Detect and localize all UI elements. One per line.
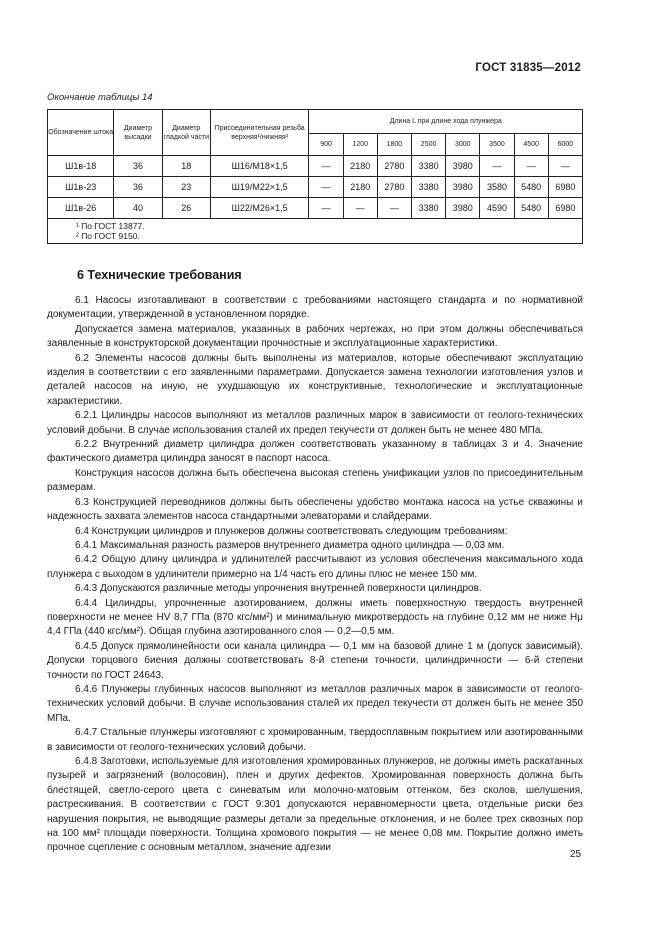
table-cell: Ш1в-26 — [48, 198, 114, 219]
header-thread: Присоединительная резьба верхняя¹/нижняя² — [210, 110, 309, 156]
table-cell: Ш1в-18 — [48, 156, 114, 177]
table-cell: — — [514, 156, 548, 177]
table-cell: — — [343, 198, 377, 219]
paragraph: 6.2.2 Внутренний диаметр цилиндра должен соответствовать указанному в таблицах 3 и 4. Значение фактического диаметра цилиндра заносят в паспорт насоса. — [47, 439, 583, 465]
paragraph: 6.4.5 Допуск прямолинейности оси канала цилиндра — 0,1 мм на базовой длине 1 м (допуск зависимый). Допуски торцового биения должны соответствовать 8-й степени точности, цилиндричности — 6-й степени точности по ГОСТ 24643. — [47, 640, 583, 681]
table-cell: 2180 — [343, 177, 377, 198]
header-stroke: 4500 — [514, 134, 548, 156]
paragraph: 6.2.1 Цилиндры насосов выполняют из металлов различных марок в зависимости от геолого-технических условий добычи. В случае использования сталей их предел текучести σт должен быть не менее 480 МПа. — [47, 410, 583, 436]
footnote: ¹ По ГОСТ 13877. — [76, 221, 145, 231]
table-cell: 3380 — [412, 177, 446, 198]
header-stroke: 6000 — [548, 134, 582, 156]
standard-designation: ГОСТ 31835—2012 — [475, 62, 581, 74]
page-number: 25 — [570, 849, 582, 860]
table-cell: — — [548, 156, 582, 177]
header-stroke: 3000 — [446, 134, 480, 156]
table-row — [48, 198, 583, 219]
paragraph: 6.4.2 Общую длину цилиндра и удлинителей рассчитывают из условия обеспечения максимального хода плунжера с выходом в удлинители примерно на 1/4 часть его длины плюс не менее 150 мм. — [47, 554, 583, 580]
table-cell: Ш22/М26×1,5 — [210, 198, 309, 219]
table-cell: 36 — [114, 156, 162, 177]
header-length-group: Длина L при длине хода плунжера — [309, 110, 583, 134]
paragraph: Конструкция насосов должна быть обеспечена высокая степень унификации узлов по присоединительным размерам. — [47, 467, 583, 494]
header-stroke: 900 — [309, 134, 343, 156]
rod-dimensions-table — [47, 109, 583, 244]
table-cell: 40 — [114, 198, 162, 219]
table-cell: 2780 — [377, 156, 411, 177]
header-stroke: 1800 — [377, 134, 411, 156]
table-row — [48, 156, 583, 177]
table-cell: 3980 — [446, 177, 480, 198]
header-stroke: 3500 — [480, 134, 514, 156]
paragraph: 6.4.7 Стальные плунжеры изготовляют с хромированным, твердосплавным покрытием или азотированными в зависимости от геолого-технических условий добычи. — [47, 727, 583, 753]
header-stroke: 2500 — [412, 134, 446, 156]
table-cell: 2180 — [343, 156, 377, 177]
table-cell: — — [309, 198, 343, 219]
table-cell: 18 — [162, 156, 210, 177]
table-cell: 26 — [162, 198, 210, 219]
table-cell: 2780 — [377, 177, 411, 198]
paragraph: 6.3 Конструкцией переводников должны быть обеспечены удобство монтажа насоса на устье скважины и надежность захвата элементов насоса стандартными элеваторами и слайдерами. — [47, 496, 583, 523]
table-cell: 3380 — [412, 198, 446, 219]
table-cell: — — [377, 198, 411, 219]
table-cell: 23 — [162, 177, 210, 198]
section-heading: 6 Технические требования — [77, 268, 242, 282]
table-cell: 6980 — [548, 177, 582, 198]
table-caption: Окончание таблицы 14 — [47, 92, 153, 103]
table-cell: — — [309, 177, 343, 198]
table-cell: 6980 — [548, 198, 582, 219]
table-cell: 5480 — [514, 177, 548, 198]
header-stroke: 1200 — [343, 134, 377, 156]
paragraph: 6.4.6 Плунжеры глубинных насосов выполняют из металлов различных марок в зависимости от геолого-технических условий добычи. В случае использования сталей их предел текучести σт должен быть не менее 350 МПа. — [47, 683, 583, 724]
paragraph: 6.4.8 Заготовки, используемые для изготовления хромированных плунжеров, не должны иметь раскатанных пузырей и загрязнений (волосовин), плен и других дефектов. Хромированная поверхность должна быть блестящей, светло-серого цвета с синеватым или молочно-матовым оттенком, без сколов, шелушения, растрескивания. В соответствии с ГОСТ 9.301 допускаются неравномерности цвета, отдельные риски без нарушения покрытия, не выводящие размеры детали за предельные отклонения, и не более трех сквозных пор на 100 мм² площади поверхности. Толщина хромового покрытия — не менее 0,08 мм. Покрытие должно иметь прочное сцепление с основным металлом, значение адгезии — [47, 756, 583, 854]
table-cell: — — [480, 156, 514, 177]
table-cell: — — [309, 156, 343, 177]
header-designation: Обозначение штока — [48, 110, 114, 156]
table-cell: 36 — [114, 177, 162, 198]
section-body — [47, 294, 583, 856]
paragraph: 6.4 Конструкции цилиндров и плунжеров должны соответствовать следующим требованиям: — [75, 525, 508, 537]
header-smooth-diameter: Диаметр гладкой части — [162, 110, 210, 156]
table-cell: 3580 — [480, 177, 514, 198]
paragraph: Допускается замена материалов, указанных в рабочих чертежах, но при этом должны обеспечиваться заявленные в конструкторской документации прочностные и эксплуатационные характеристики. — [47, 323, 583, 350]
paragraph: 6.1 Насосы изготавливают в соответствии с требованиями настоящего стандарта и по нормативной документации, утвержденной в установленном порядке. — [47, 295, 583, 321]
paragraph: 6.4.4 Цилиндры, упрочненные азотированием, должны иметь поверхностную твердость внутренней поверхности не менее HV 8,7 ГПа (870 кгс/мм²) и минимальную микротвердость на глубине 0,12 мм не ниже Hμ 4,4 ГПа (440 кгс/мм²). Общая глубина азотированного слоя — 0,2—0,5 мм. — [47, 597, 583, 638]
table-cell: 3380 — [412, 156, 446, 177]
paragraph: 6.4.1 Максимальная разность размеров внутреннего диаметра одного цилиндра — 0,03 мм. — [75, 539, 505, 551]
table-cell: Ш16/М18×1,5 — [210, 156, 309, 177]
table-footnotes — [48, 219, 583, 244]
table-cell: 5480 — [514, 198, 548, 219]
table-cell: Ш1в-23 — [48, 177, 114, 198]
paragraph: 6.4.3 Допускаются различные методы упрочнения внутренней поверхности цилиндров. — [75, 583, 482, 595]
table-cell: 3980 — [446, 198, 480, 219]
header-upset-diameter: Диаметр высадки — [114, 110, 162, 156]
table-cell: 3980 — [446, 156, 480, 177]
table-cell: Ш19/М22×1,5 — [210, 177, 309, 198]
table-row — [48, 177, 583, 198]
table-cell: 4590 — [480, 198, 514, 219]
paragraph: 6.2 Элементы насосов должны быть выполнены из материалов, которые обеспечивают эксплуатацию изделия в соответствии с его заявленными параметрами. Допускается замена технологии изготовления узлов и деталей насосов на иную, не ухудшающую их конструктивные, технологические и эксплуатационные характеристики. — [47, 352, 583, 407]
footnote: ² По ГОСТ 9150. — [76, 231, 140, 241]
